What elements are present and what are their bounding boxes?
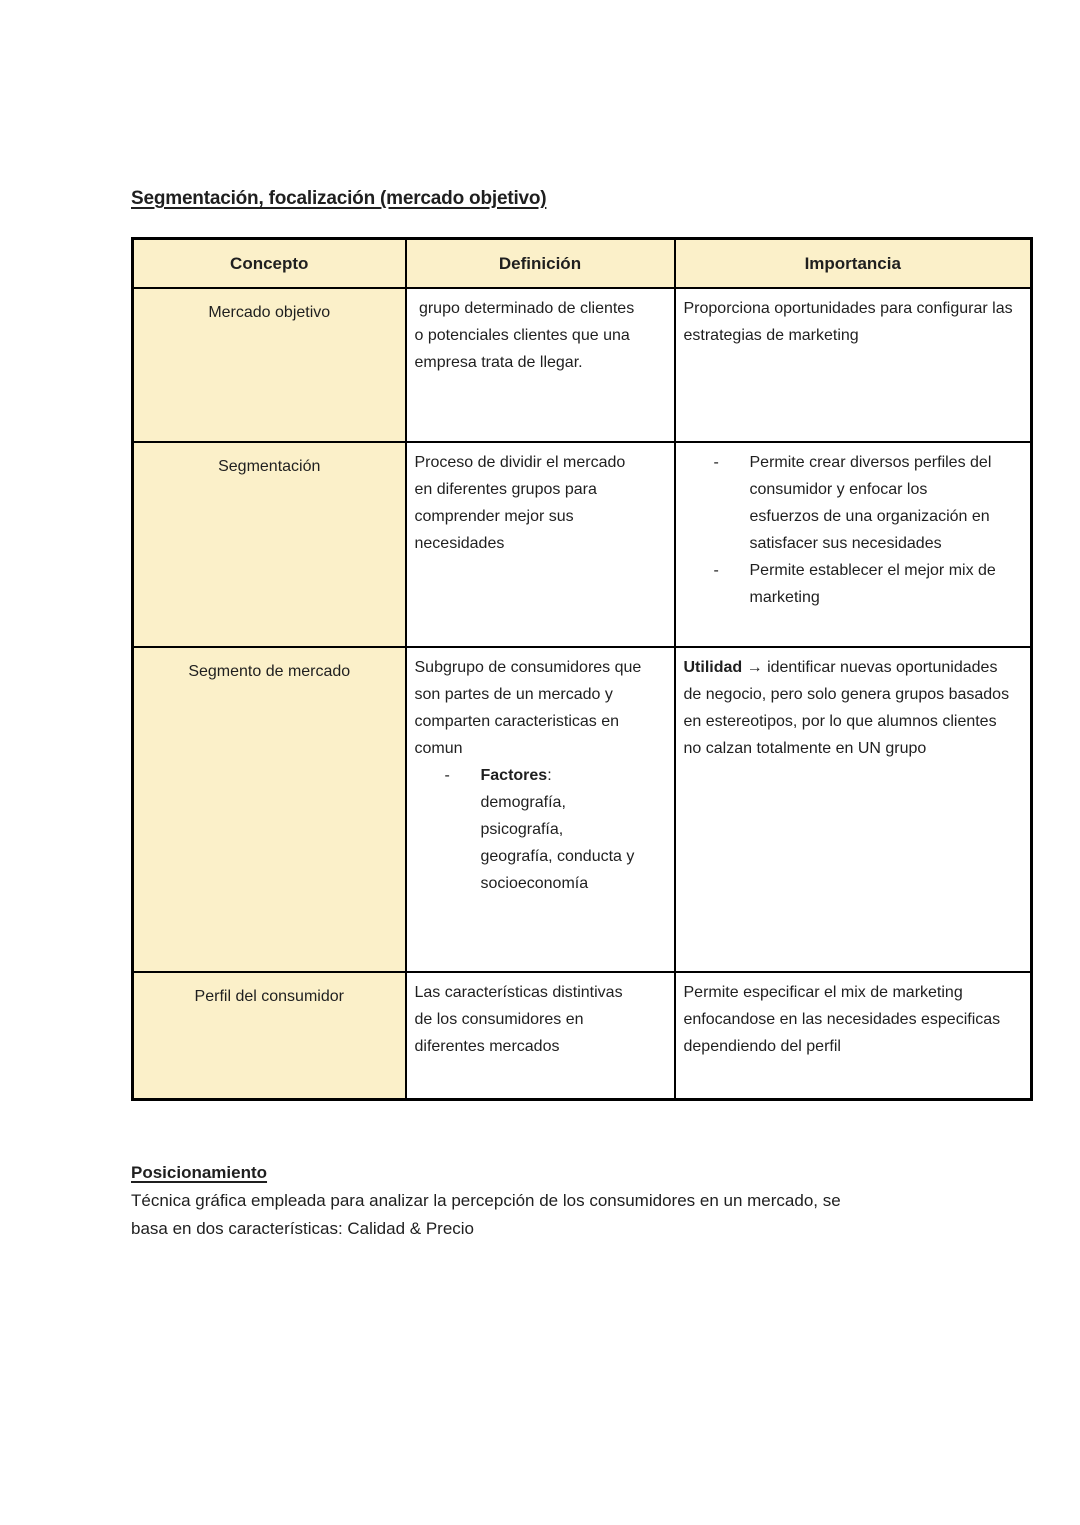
definition-text: Las características distintivas de los consumidores en diferentes mercados bbox=[414, 984, 623, 1055]
definition-text: Proceso de dividir el mercado en diferentes grupos para comprender mejor sus necesidades bbox=[414, 454, 626, 552]
table-row-perfil-del-consumidor bbox=[133, 972, 1032, 1099]
posicionamiento-section bbox=[131, 1163, 1030, 1243]
importance-cell bbox=[675, 442, 1032, 647]
header-importancia: Importancia bbox=[675, 239, 1032, 289]
importance-cell bbox=[675, 288, 1032, 442]
definition-cell bbox=[406, 442, 675, 647]
table-header-row bbox=[133, 239, 1032, 289]
definition-cell bbox=[406, 972, 675, 1099]
section-paragraph: Técnica gráfica empleada para analizar la percepción de los consumidores en un mercado, se basa en dos características: Calidad & Precio bbox=[131, 1190, 841, 1238]
importance-cell bbox=[675, 972, 1032, 1099]
table-row-mercado-objetivo bbox=[133, 288, 1032, 442]
table-row-segmentacion bbox=[133, 442, 1032, 647]
bullet-dash: - bbox=[713, 454, 719, 471]
bullet-line: psicografía, bbox=[480, 821, 564, 838]
bullet-text: Permite crear diversos perfiles del consumidor y enfocar los esfuerzos de una organización en satisfacer sus necesidades bbox=[749, 454, 992, 552]
bullet-item bbox=[714, 449, 1021, 557]
definition-text: grupo determinado de clientes o potenciales clientes que una empresa trata de llegar. bbox=[414, 300, 639, 371]
concept-cell: Segmento de mercado bbox=[133, 647, 406, 972]
concept-cell: Perfil del consumidor bbox=[133, 972, 406, 1099]
bullet-text bbox=[481, 762, 664, 897]
bullet-text: Permite establecer el mejor mix de marketing bbox=[749, 562, 996, 606]
bullet-item bbox=[714, 557, 1021, 611]
bullet-item bbox=[445, 762, 664, 897]
page-title: Segmentación, focalización (mercado objetivo) bbox=[131, 188, 547, 209]
header-concepto: Concepto bbox=[133, 239, 406, 289]
bullet-line: geografía, conducta y bbox=[480, 848, 635, 865]
importance-text bbox=[684, 654, 1016, 762]
definition-cell bbox=[406, 647, 675, 972]
definition-text: Subgrupo de consumidores que son partes de un mercado y comparten caracteristicas en comun bbox=[414, 659, 642, 757]
bullet-line: Factores: bbox=[480, 767, 552, 784]
importance-cell bbox=[675, 647, 1032, 972]
concept-cell: Segmentación bbox=[133, 442, 406, 647]
table-row-segmento-de-mercado bbox=[133, 647, 1032, 972]
concept-cell: Mercado objetivo bbox=[133, 288, 406, 442]
bullet-line: socioeconomía bbox=[480, 875, 589, 892]
bullet-dash: - bbox=[713, 562, 719, 579]
importance-text: Proporciona oportunidades para configurar las estrategias de marketing bbox=[683, 300, 1013, 344]
header-definicion: Definición bbox=[406, 239, 675, 289]
importance-rest: → identificar nuevas oportunidades de negocio, pero solo genera grupos basados en estereotipos, por lo que alumnos clientes no calzan totalmente en UN grupo bbox=[683, 659, 1014, 757]
bullet-dash: - bbox=[444, 767, 450, 784]
section-heading: Posicionamiento bbox=[131, 1162, 268, 1182]
importance-text: Permite especificar el mix de marketing enfocandose en las necesidades especificas dependiendo del perfil bbox=[683, 984, 1001, 1055]
bullet-line: demografía, bbox=[480, 794, 566, 811]
segmentation-table bbox=[131, 237, 1033, 1101]
definition-cell bbox=[406, 288, 675, 442]
importance-bold-lead: Utilidad bbox=[683, 659, 743, 676]
